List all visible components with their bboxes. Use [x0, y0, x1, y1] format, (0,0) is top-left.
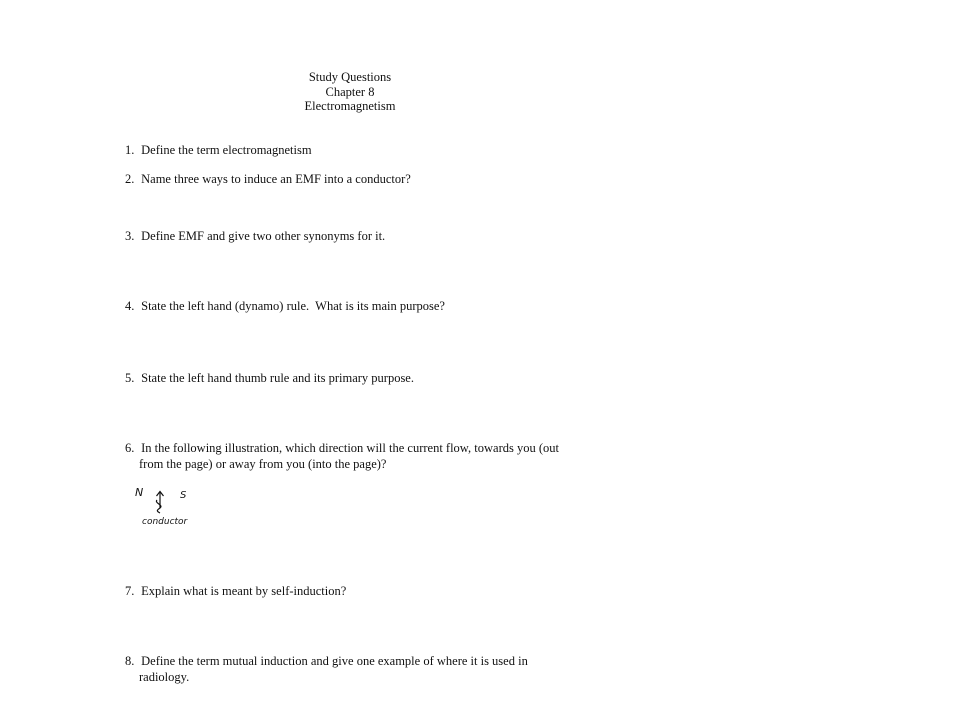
- question-text: Define the term mutual induction and give one example of where it is used in: [141, 654, 528, 668]
- question-number: 3.: [125, 229, 135, 243]
- question-text: Define EMF and give two other synonyms for it.: [141, 229, 386, 243]
- question-5: [125, 370, 414, 386]
- question-8: [125, 653, 528, 685]
- question-3: [125, 228, 385, 244]
- question-text: Define the term electromagnetism: [141, 143, 312, 157]
- chapter-heading: Chapter 8: [325, 84, 375, 99]
- question-2: [125, 171, 411, 187]
- question-text: Explain what is meant by self-induction?: [141, 584, 347, 598]
- magnet-conductor-illustration: [130, 480, 220, 530]
- question-number: 7.: [125, 584, 135, 598]
- question-text-continued: radiology.: [139, 670, 190, 684]
- question-text: In the following illustration, which direction will the current flow, towards you (out: [141, 441, 559, 455]
- question-text: State the left hand (dynamo) rule. What is its main purpose?: [141, 299, 445, 313]
- question-text: State the left hand thumb rule and its primary purpose.: [141, 371, 414, 385]
- conductor-label: conductor: [142, 517, 188, 527]
- question-text-continued: from the page) or away from you (into the page)?: [139, 457, 387, 471]
- question-1: [125, 142, 312, 158]
- question-number: 1.: [125, 143, 135, 157]
- topic-heading: Electromagnetism: [304, 99, 396, 113]
- question-7: [125, 583, 346, 599]
- question-6: [125, 440, 559, 472]
- title-block: [250, 70, 450, 114]
- question-number: 8.: [125, 654, 135, 668]
- question-text: Name three ways to induce an EMF into a conductor?: [141, 172, 411, 186]
- question-number: 5.: [125, 371, 135, 385]
- north-pole-label: N: [135, 486, 144, 499]
- question-number: 6.: [125, 441, 135, 455]
- question-number: 2.: [125, 172, 135, 186]
- document-title: Study Questions: [308, 70, 392, 84]
- question-number: 4.: [125, 299, 135, 313]
- south-pole-label: S: [180, 490, 187, 501]
- question-4: [125, 298, 445, 314]
